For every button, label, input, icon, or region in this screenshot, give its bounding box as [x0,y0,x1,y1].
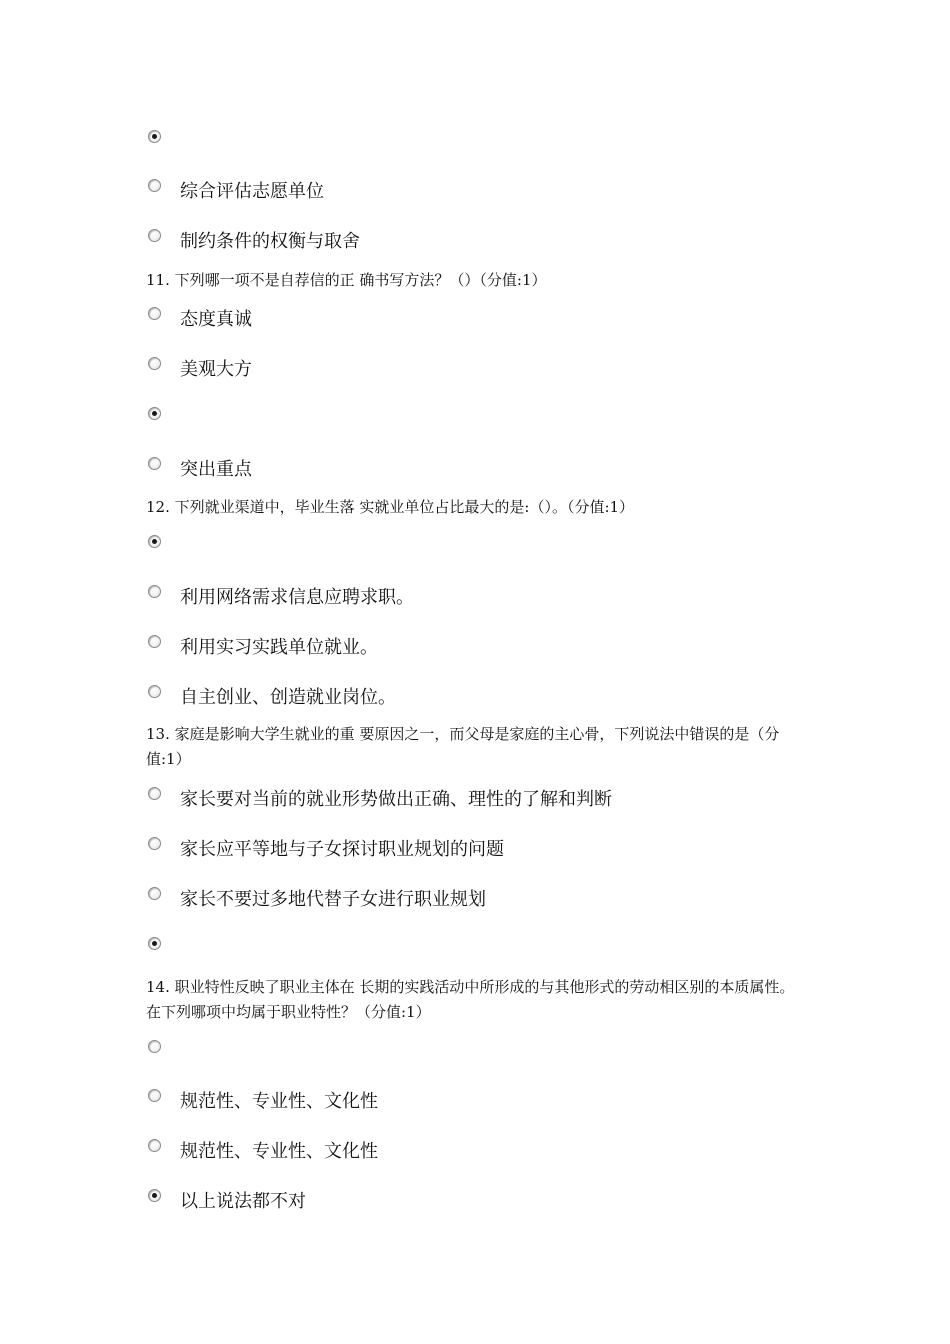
q13-option-2-label: 家长应平等地与子女探讨职业规划的问题 [180,839,504,860]
q12-option-3-label: 利用实习实践单位就业。 [180,637,378,658]
radio-q11-option-4[interactable] [148,457,161,470]
radio-q11-option-2[interactable] [148,357,161,370]
radio-q11-option-1[interactable] [148,307,161,320]
radio-q10-option-1[interactable] [148,130,161,143]
radio-q11-option-3[interactable] [148,407,161,420]
radio-q14-option-2[interactable] [148,1089,161,1102]
radio-q12-option-1[interactable] [148,535,161,548]
radio-q14-option-3[interactable] [148,1139,161,1152]
q14-option-4-label: 以上说法都不对 [180,1191,306,1212]
q11-option-4-label: 突出重点 [180,459,252,480]
question-11-text: 11. 下列哪一项不是自荐信的正 确书写方法？（）（分值:1） [146,271,547,289]
radio-q12-option-2[interactable] [148,585,161,598]
radio-q10-option-2[interactable] [148,179,161,192]
radio-q14-option-4[interactable] [148,1189,161,1202]
radio-q13-option-4[interactable] [148,937,161,950]
radio-q14-option-1[interactable] [148,1040,161,1053]
radio-q13-option-1[interactable] [148,787,161,800]
q11-option-2-label: 美观大方 [180,359,252,380]
q13-option-3-label: 家长不要过多地代替子女进行职业规划 [180,889,486,910]
question-14-text: 14. 职业特性反映了职业主体在 长期的实践活动中所形成的与其他形式的劳动相区别的本质属性。在下列哪项中均属于职业特性？（分值:1） [146,978,795,1021]
q10-option-2-label: 综合评估志愿单位 [180,181,324,202]
radio-q12-option-4[interactable] [148,685,161,698]
q11-option-1-label: 态度真诚 [180,309,252,330]
radio-q10-option-3[interactable] [148,229,161,242]
q12-option-4-label: 自主创业、创造就业岗位。 [180,687,396,708]
radio-q12-option-3[interactable] [148,635,161,648]
q12-option-2-label: 利用网络需求信息应聘求职。 [180,587,414,608]
question-12-text: 12. 下列就业渠道中，毕业生落 实就业单位占比最大的是:（）。（分值:1） [146,498,635,516]
q10-option-3-label: 制约条件的权衡与取舍 [180,231,360,252]
q14-option-2-label: 规范性、专业性、文化性 [180,1091,378,1112]
radio-q13-option-3[interactable] [148,887,161,900]
q14-option-3-label: 规范性、专业性、文化性 [180,1141,378,1162]
radio-q13-option-2[interactable] [148,837,161,850]
question-13-text: 13. 家庭是影响大学生就业的重 要原因之一，而父母是家庭的主心骨，下列说法中错误的是（分值:1） [146,725,780,768]
q13-option-1-label: 家长要对当前的就业形势做出正确、理性的了解和判断 [180,789,612,810]
